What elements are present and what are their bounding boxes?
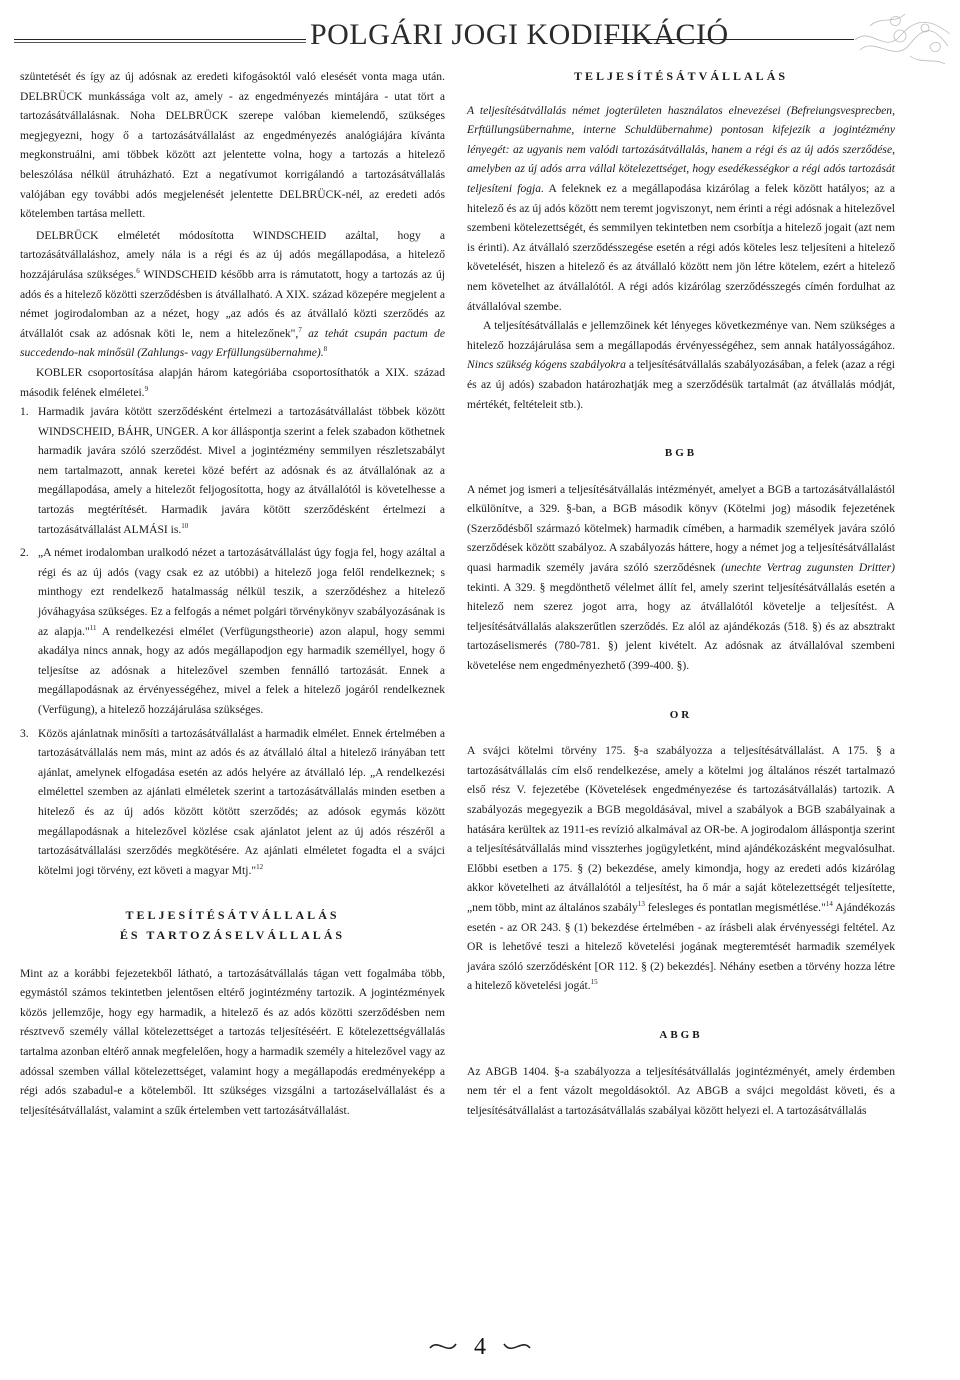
text-segment: A feleknek ez a megállapodása kizárólag a felek között hatályos; az a hitelező és az új adós között nem teremt jogviszonyt, nem érinti a régi adósnak a hitelezővel szembeni kötelezettségét, és semmilyen tekintetben nem csorbítja a hitelező jogait (azt nem is érinti). Az átvállaló szerződésszegése esetén a régi adós köteles lesz teljesíteni a hitelező követelését, hiszen a hitelező és az átvállaló között nem jön létre kötelem, ezért a hitelező nem követelhet az átvállalótól. A régi adós kizárólag szerződésszegés címén fordulhat az átvállalóval szembe. <box>467 181 895 313</box>
footnote-ref: 11 <box>89 623 97 632</box>
text-segment: Közös ajánlatnak minősíti a tartozásátvállalást a harmadik elmélet. Ennek értelmében a tartozásátvállalás nem más, mint az adós és az átvállaló által a hitelező irányában tett ajánlat, amelynek elfogadása esetén az adós helyére az átvállaló lép. „A rendelkezési elmélettel szemben az ajánlati elméletek szerint a tartozásátvállalás minden esetben a hitelező és az új adós között kötött szerződés; az adósok egymás között megállapodásnak a hitelezővel közlése csak ajánlatot jelent az új adós részéről a tartozásátvállalási szerződés megkötésére. Az ajánlati elméletet fogadta el a svájci kötelmi jogi törvény, ezt követi a magyar Mtj." <box>38 726 445 877</box>
list-text <box>38 402 445 539</box>
text-segment: Harmadik javára kötött szerződésként értelmezi a tartozásátvállalást többek között WINDSCHEID, BÁHR, UNGER. A kor álláspontja szerint a felek szabadon köthetnek harmadik javára szóló szerződést. Mivel a jogintézmény semmilyen részletszabályt nem tartalmazott, annak keretei közé befért az adósnak és az átvállalónak az a megállapodása, amely a hitelezőt feljogosította, hogy az átvállalótól is követelhesse a tartozás megtérítését. Harmadik javára kötött szerződésként értelmezi a tartozásátvállalást ALMÁSI is. <box>38 405 445 536</box>
header-title: POLGÁRI JOGI KODIFIKÁCIÓ <box>310 18 729 51</box>
text-segment: A teljesítésátvállalás e jellemzőinek két lényeges következménye van. Nem szükséges a hitelező hozzájárulása sem a megállapodás érvényességéhez, sem annak hatályosságához. <box>467 319 895 352</box>
list-item <box>20 724 445 881</box>
text-segment: DELBRÜCK elméletét módosította WINDSCHEID azáltal, hogy a tartozásátvállaláshoz, amely nála is a régi és az új adós megállapodása, a hitelező hozzájárulása szükséges. <box>20 228 445 281</box>
right-column <box>467 67 895 1120</box>
footnote-ref: 13 <box>637 900 645 909</box>
text-segment: A rendelkezési elmélet (Verfügungstheorie) azon alapul, hogy semmi akadálya nincs annak, hogy az adós megállapodjon egy harmadik személlyel, hogy ő teljesítse az adósnak a hitelezővel szemben fennálló tartozását. Ennek a megállapodásnak az érvényességéhez, mivel a felek a hitelező jogáról rendelkeznek (Verfügung), a hitelező hozzájárulása szükséges. <box>38 624 445 716</box>
footnote-ref: 8 <box>323 345 328 354</box>
section-heading: OR <box>669 708 693 721</box>
list-text <box>38 543 445 719</box>
page-number-ornament <box>420 1330 540 1360</box>
list-number: 2. <box>20 546 29 560</box>
footnote-ref: 12 <box>256 862 264 871</box>
ornament-right-icon <box>504 1344 530 1348</box>
list-number: 1. <box>20 405 29 419</box>
list-text <box>38 724 445 881</box>
text-segment: (unechte Vertrag zugunsten Dritter) <box>715 561 895 575</box>
text-segment: az tehát csupán pactum de succedendo-nak minősül (Zahlungs- vagy Erfüllungsübernahme). <box>20 326 446 360</box>
text-segment: WINDSCHEID később arra is rámutatott, hogy a tartozás az új adós és a hitelező közötti szerződésben is átvállalható. A XIX. század közepére megjelent a német jogirodalomban az a nézet, hogy „az adós és az átvállaló közti szerződés az átvállalót csak az adósnak köti le, nem a hitelezőnek", <box>20 267 445 340</box>
text-segment: KOBLER csoportosítása alapján három kategóriába csoportosíthatók a XIX. század második felének elméletei. <box>20 365 445 399</box>
paragraph-consequences <box>467 316 895 414</box>
text-segment: felesleges és pontatlan megismétlése." <box>644 900 826 914</box>
paragraph-abgb: Az ABGB 1404. §-a szabályozza a teljesítésátvállalás jogintézményét, amely érdemben nem tér el a fent vázolt megoldásoktól. Az ABGB a svájci megoldást követi, és a teljesítésátvállalást a tartozásátvállalás szabályai között helyezi el. A tartozásátvállalás <box>467 1064 895 1117</box>
footnote-ref: 14 <box>825 900 833 909</box>
header-rule-left <box>14 39 306 40</box>
paragraph-teljesites <box>467 101 895 317</box>
header-rule-left-thin <box>14 42 306 43</box>
header-rule-right <box>604 39 854 40</box>
section-heading: TELJESÍTÉSÁTVÁLLALÁS <box>125 908 340 923</box>
footnote-ref: 6 <box>136 267 140 276</box>
text-segment: Ajándékozás esetén - az OR 243. § (1) bekezdése értelmében - az írásbeli alak érvényességi feltétel. Az OR is lehetővé teszi a hitelező követelési jogának megteremtését harmadik személyek javára szóló szerződésként [OR 112. § (2) bekezdés]. Néhány esetben a törvény hozza létre a hitelező követelési jogát. <box>467 900 896 993</box>
page-header <box>0 0 960 70</box>
list-number: 3. <box>20 726 29 740</box>
text-segment: a teljesítésátvállalás szabályozásában, a felek (azaz a régi és az új adós) szabadon határozhatják meg a szerződésük tartalmát (az átvállalás módját, mértékét, feltételeit stb.). <box>467 358 895 411</box>
page-number: 4 <box>474 1334 486 1360</box>
footnote-ref: 15 <box>590 978 598 987</box>
section-heading: BGB <box>664 447 698 460</box>
text-segment: „A német irodalomban uralkodó nézet a tartozásátvállalást úgy fogja fel, hogy azáltal a régi és az új adós (vagy csak ez az utóbbi) a hitelező joga felől rendelkeznek; s minthogy ezt rendelkező hatalmasság nélkül teszik, a szerződéshez a hitelező jóváhagyása szükséges. Ez a felfogás a német polgári törvénykönyv szabályozásának is az alapja." <box>38 546 445 638</box>
ornament-icon <box>850 6 955 70</box>
list-item <box>20 402 445 539</box>
paragraph-intro: Mint az a korábbi fejezetekből látható, a tartozásátvállalás tágan vett fogalmába több, egymástól számos tekintetben jelentősen eltérő jogintézmény tartozik. A jogintézmények közös jellemzője, hogy egy harmadik, a hitelező és az adós közötti szerződésben nem résztvevő személy vállal kötelezettséget a tartozás teljesítéséért. E kötelezettségvállalás tartalma azonban eltérő annak megfelelően, hogy a harmadik személy a hitelezővel vagy az adóssal szemben vállal kötelezettséget, valamint hogy a megállapodás eredményeképp a régi adós szabadul-e a kötelemből. Itt szükséges vizsgálni a tartozáselvállalást és a teljesítésátvállalást, valamint a szűk értelemben vett tartozásátvállalást. <box>20 966 445 1117</box>
text-segment: Nincs szükség kógens szabályokra <box>467 358 626 372</box>
list-item <box>20 543 445 719</box>
section-heading: TELJESÍTÉSÁTVÁLLALÁS <box>573 69 789 83</box>
text-segment: A német jog ismeri a teljesítésátvállalás intézményét, amelyet a BGB a tartozásátvállalástól elkülönítve, a 329. §-ban, a BGB második könyv (Kötelmi jog) második fejezetének (Szerződésből származó kötelmek) harmadik címében, a harmadik személyek javára szóló szerződések között szabályoz. A szabályozás háttere, hogy a német jog a teljesítésátvállalást quasi harmadik személy javára szóló szerződésnek <box>467 482 895 575</box>
paragraph-windscheid <box>20 226 445 363</box>
paragraph-bgb <box>467 480 895 676</box>
text-segment: tekinti. A 329. § megdönthető vélelmet állít fel, amely szerint teljesítésátvállalás esetén a hitelező nem szerez jogot arra, hogy az átvállalótól követelje a teljesítést. A teljesítésátvállalás alakszerűtlen szerződés. Ez alól az ajándékozás (518. §) és az absztrakt tartozáselismerés (780-781. §) jelent kivételt. Az adósnak az átvállalóval szembeni követelése nem engedményezhető (399-400. §). <box>467 580 895 673</box>
section-heading: ÉS TARTOZÁSELVÁLLALÁS <box>119 927 346 942</box>
ornament-left-icon <box>430 1344 456 1348</box>
paragraph-kobler <box>20 363 445 402</box>
section-heading: ABGB <box>659 1028 703 1041</box>
paragraph-delbruck: szüntetését és így az új adósnak az eredeti kifogásoktól való elesését vonta maga után. DELBRÜCK munkássága volt az, amely - az engedményezés mintájára - utat tört a tartozásátvállalásnak. Noha DELBRÜCK szerepe valóban kiemelendő, szükséges megjegyezni, hogy ő a tartozásátvállalást az engedményezés analógiájára kívánta megkonstruálni, ami többek között azt jelentette volna, hogy a tartozás a hitelező beleszólása nélkül átruházható. Ezt a negatívumot korrigálandó a tartozásátvállalás valójában egy további adós megjelenését jelentette DELBRÜCK-nél, az eredeti adós kötelemben tartása mellett. <box>20 70 445 221</box>
footnote-ref: 9 <box>144 384 149 393</box>
footnote-ref: 10 <box>181 521 189 530</box>
text-segment: A teljesítésátvállalás német jogterületen használatos elnevezései (Befreiungsvesprecben, Erftüllungsübernahme, interne Schuldübernahme) pontosan kifejezik a jogintézmény lényegét: az ugyanis nem valódi tartozásátvállalás, hanem a régi és az új adós szerződése, amelyben az új adós arra vállal kötelezettséget, hogy esedékességkor a régi adós tartozását teljesíteni fogja. <box>467 103 895 195</box>
paragraph-or <box>467 741 895 996</box>
left-column <box>20 67 445 1120</box>
text-segment: A svájci kötelmi törvény 175. §-a szabályozza a teljesítésátvállalást. A 175. § a tartozásátvállalás cím első rendelkezése, amely a kötelmi jog általános részét tartalmazó első rész V. fejezetébe (Követelések engedményezése és tartozásátvállalás) tartozik. A szabályozás megegyezik a BGB megoldásával, mivel a szabályok a BGB szabályainak a hatására kerültek az 1911-es revízió alkalmával az OR-be. A jogirodalom álláspontja szerint a teljesítésátvállalás mind visszterhes jogügyletként, mind ajándékozásként megvalósulhat. Előbbi esetben a 175. § (2) bekezdése, amely kimondja, hogy az eredeti adós kizárólag akkor követelheti az átvállalótól a teljesítést, ha ő már a saját kötelezettségét teljesítette, „nem több, mint az általános szabály <box>467 744 895 914</box>
footnote-ref: 7 <box>298 325 302 334</box>
